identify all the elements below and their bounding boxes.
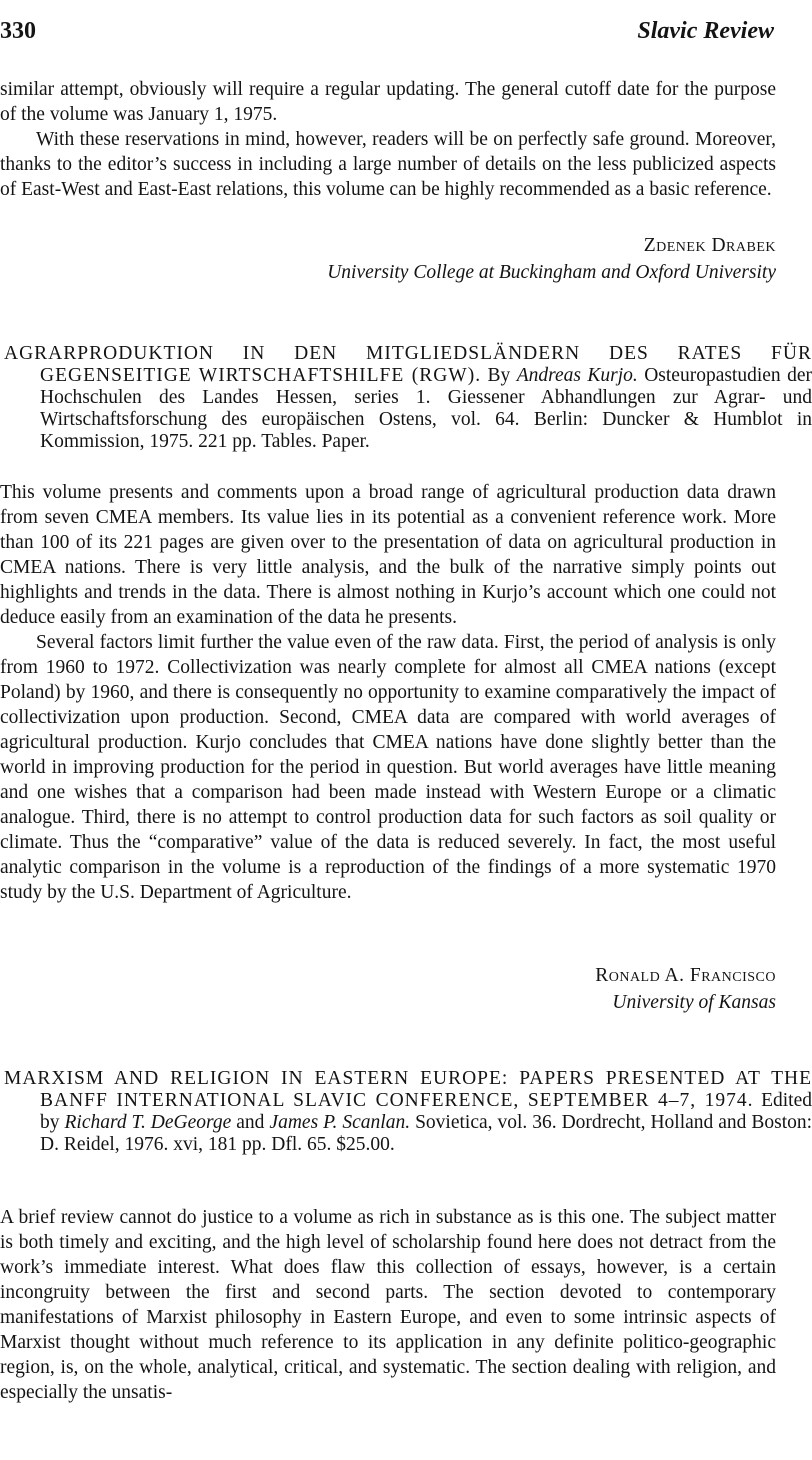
page-number: 330 (0, 18, 36, 44)
review-2-book-heading (4, 343, 812, 453)
review-2-paragraph: This volume presents and comments upon a broad range of agricultural production data drawn from seven CMEA members. Its value lies in its potential as a convenient reference work. More than 100 of its 221 pages are given over to the presentation of data on agricultural production in CMEA nations. There is very little analysis, and the bulk of the narrative simply points out highlights and trends in the data. There is almost nothing in Kurjo’s account which one could not deduce easily from an examination of the data he presents. (0, 482, 776, 628)
review-1-paragraph: With these reservations in mind, however, readers will be on perfectly safe ground. Moreover, thanks to the editor’s success in including a large number of details on the less publicized aspects of East-West and East-East relations, this volume can be highly recommended as a basic reference. (0, 129, 776, 200)
running-header (0, 18, 774, 52)
and-label: and (236, 1112, 265, 1133)
review-3-book-heading (4, 1068, 812, 1156)
reviewer-affiliation: University College at Buckingham and Oxford University (327, 262, 776, 283)
editor-name: Richard T. DeGeorge (64, 1112, 232, 1133)
review-2-body (0, 480, 776, 905)
review-2-paragraph: Several factors limit further the value even of the raw data. First, the period of analysis is only from 1960 to 1972. Collectivization was nearly complete for almost all CMEA nations (except Poland) by 1960, and there is consequently no opportunity to examine comparatively the impact of collectivization upon production. Second, CMEA data are compared with world averages of agricultural production. Kurjo concludes that CMEA nations have done slightly better than the world in improving production for the period in question. But world averages have little meaning and one wishes that a comparison had been made instead with Western Europe or a climatic analogue. Third, there is no attempt to control production data for such factors as soil quality or climate. Thus the “comparative” value of the data is reduced severely. In fact, the most useful analytic comparison in the volume is a reproduction of the findings of a more systematic 1970 study by the U.S. Department of Agriculture. (0, 632, 776, 903)
editor-name: James P. Scanlan. (269, 1112, 411, 1133)
book-title: AGRARPRODUKTION IN DEN MITGLIEDSLÄNDERN DES RATES FÜR GEGENSEITIGE WIRTSCHAFTSHILFE (RGW). (4, 343, 812, 386)
review-3-body (0, 1205, 776, 1405)
book-author: Andreas Kurjo. (516, 365, 638, 386)
review-1-signature (327, 232, 776, 286)
publication-details: Osteuropastudien der Hochschulen des Landes Hessen, series 1. Giessener Abhandlungen zur Agrar- und Wirtschaftsforschung des europäischen Ostens, vol. 64. Berlin: Duncker & Humblot in Kommission, 1975. 221 pp. Tables. Paper. (40, 365, 812, 452)
book-title: MARXISM AND RELIGION IN EASTERN EUROPE: PAPERS PRESENTED AT THE BANFF INTERNATIONAL SLAVIC CONFERENCE, SEPTEMBER 4–7, 1974. (4, 1068, 812, 1111)
publication-details: Sovietica, vol. 36. Dordrecht, Holland and Boston: D. Reidel, 1976. xvi, 181 pp. Dfl. 65. $25.00. (40, 1112, 812, 1155)
review-1-body (0, 77, 776, 202)
review-1-paragraph: similar attempt, obviously will require a regular updating. The general cutoff date for the purpose of the volume was January 1, 1975. (0, 79, 776, 125)
edited-by-label: Edited by (40, 1090, 812, 1133)
by-label: By (487, 365, 511, 386)
reviewer-name: Zdenek Drabek (643, 235, 776, 256)
journal-title: Slavic Review (637, 18, 774, 44)
review-3-paragraph: A brief review cannot do justice to a volume as rich in substance as is this one. The subject matter is both timely and exciting, and the high level of scholarship found here does not detract from the work’s immediate interest. What does flaw this collection of essays, however, is a certain incongruity between the first and second parts. The section devoted to contemporary manifestations of Marxist philosophy in Eastern Europe, and even to some intrinsic aspects of Marxist thought without much reference to its application in any definite politico-geographic region, is, on the whole, analytical, critical, and systematic. The section dealing with religion, and especially the unsatis- (0, 1207, 776, 1403)
reviewer-name: Ronald A. Francisco (595, 965, 776, 986)
review-2-signature (595, 962, 776, 1016)
reviewer-affiliation: University of Kansas (612, 992, 776, 1013)
